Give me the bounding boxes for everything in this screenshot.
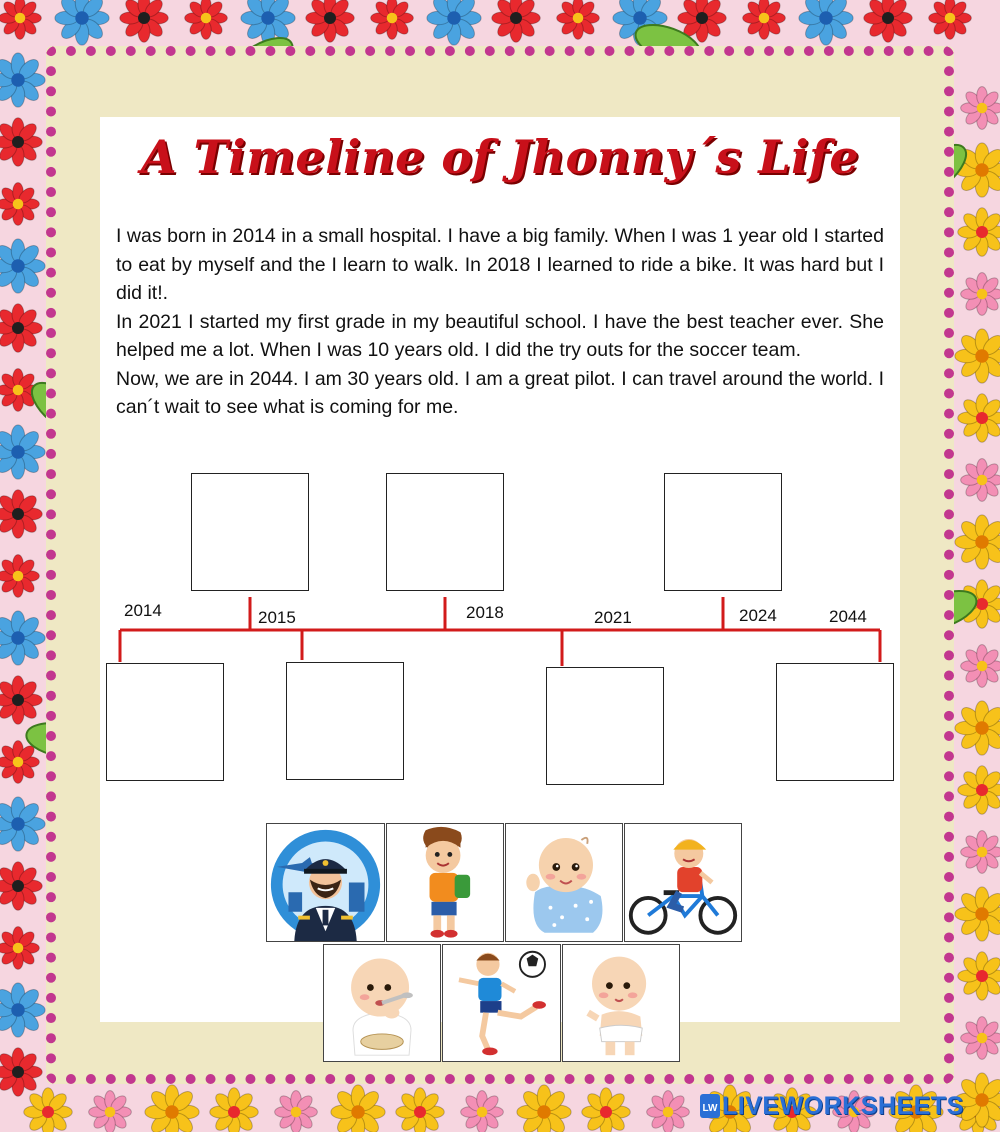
crawling-baby-illustration [506,824,622,941]
drop-box-2015[interactable] [191,473,309,591]
year-label: 2018 [466,603,504,622]
year-label: 2044 [829,607,867,626]
baby-eating-illustration [324,945,440,1061]
year-label: 2015 [258,608,296,627]
drop-box-2024[interactable] [664,473,782,591]
year-label: 2014 [124,601,162,620]
story-paragraph: I was born in 2014 in a small hospital. I have a big family. When I was 1 year old I started to eat by myself and the I learn to walk. In 2018 I learned to ride a bike. It was hard but I did it!. [116,225,884,304]
story-paragraph: Now, we are in 2044. I am 30 years old. I am a great pilot. I can travel around the world. I can´t wait to see what is coming for me. [116,367,884,418]
pilot-illustration [267,824,384,941]
schoolboy-illustration [387,824,503,941]
drop-box-2014[interactable] [106,663,224,781]
drop-box-2021[interactable] [546,667,664,785]
worksheet-title: A Timeline of Jhonny´s Life [140,130,860,184]
baby-walking-illustration [563,945,679,1061]
logo-letters: LW [702,1103,718,1114]
drop-box-2044[interactable] [776,663,894,781]
card-soccer-player[interactable] [442,944,561,1062]
card-schoolboy[interactable] [386,823,504,942]
card-baby-eating[interactable] [323,944,441,1062]
watermark: LIVEWORKSHEETS [722,1092,964,1120]
liveworksheets-logo [700,1094,720,1118]
drop-box-2015b[interactable] [286,662,404,780]
card-crawling-baby[interactable] [505,823,623,942]
card-pilot[interactable] [266,823,385,942]
drop-box-2018[interactable] [386,473,504,591]
story-paragraph: In 2021 I started my first grade in my beautiful school. I have the best teacher ever. She helped me a lot. When I was 10 years old. I did the try outs for the soccer team. [116,310,884,361]
soccer-player-illustration [443,945,560,1061]
year-label: 2024 [739,606,777,625]
boy-on-bike-illustration [625,824,741,941]
card-boy-on-bike[interactable] [624,823,742,942]
card-baby-walking[interactable] [562,944,680,1062]
year-label: 2021 [594,608,632,627]
